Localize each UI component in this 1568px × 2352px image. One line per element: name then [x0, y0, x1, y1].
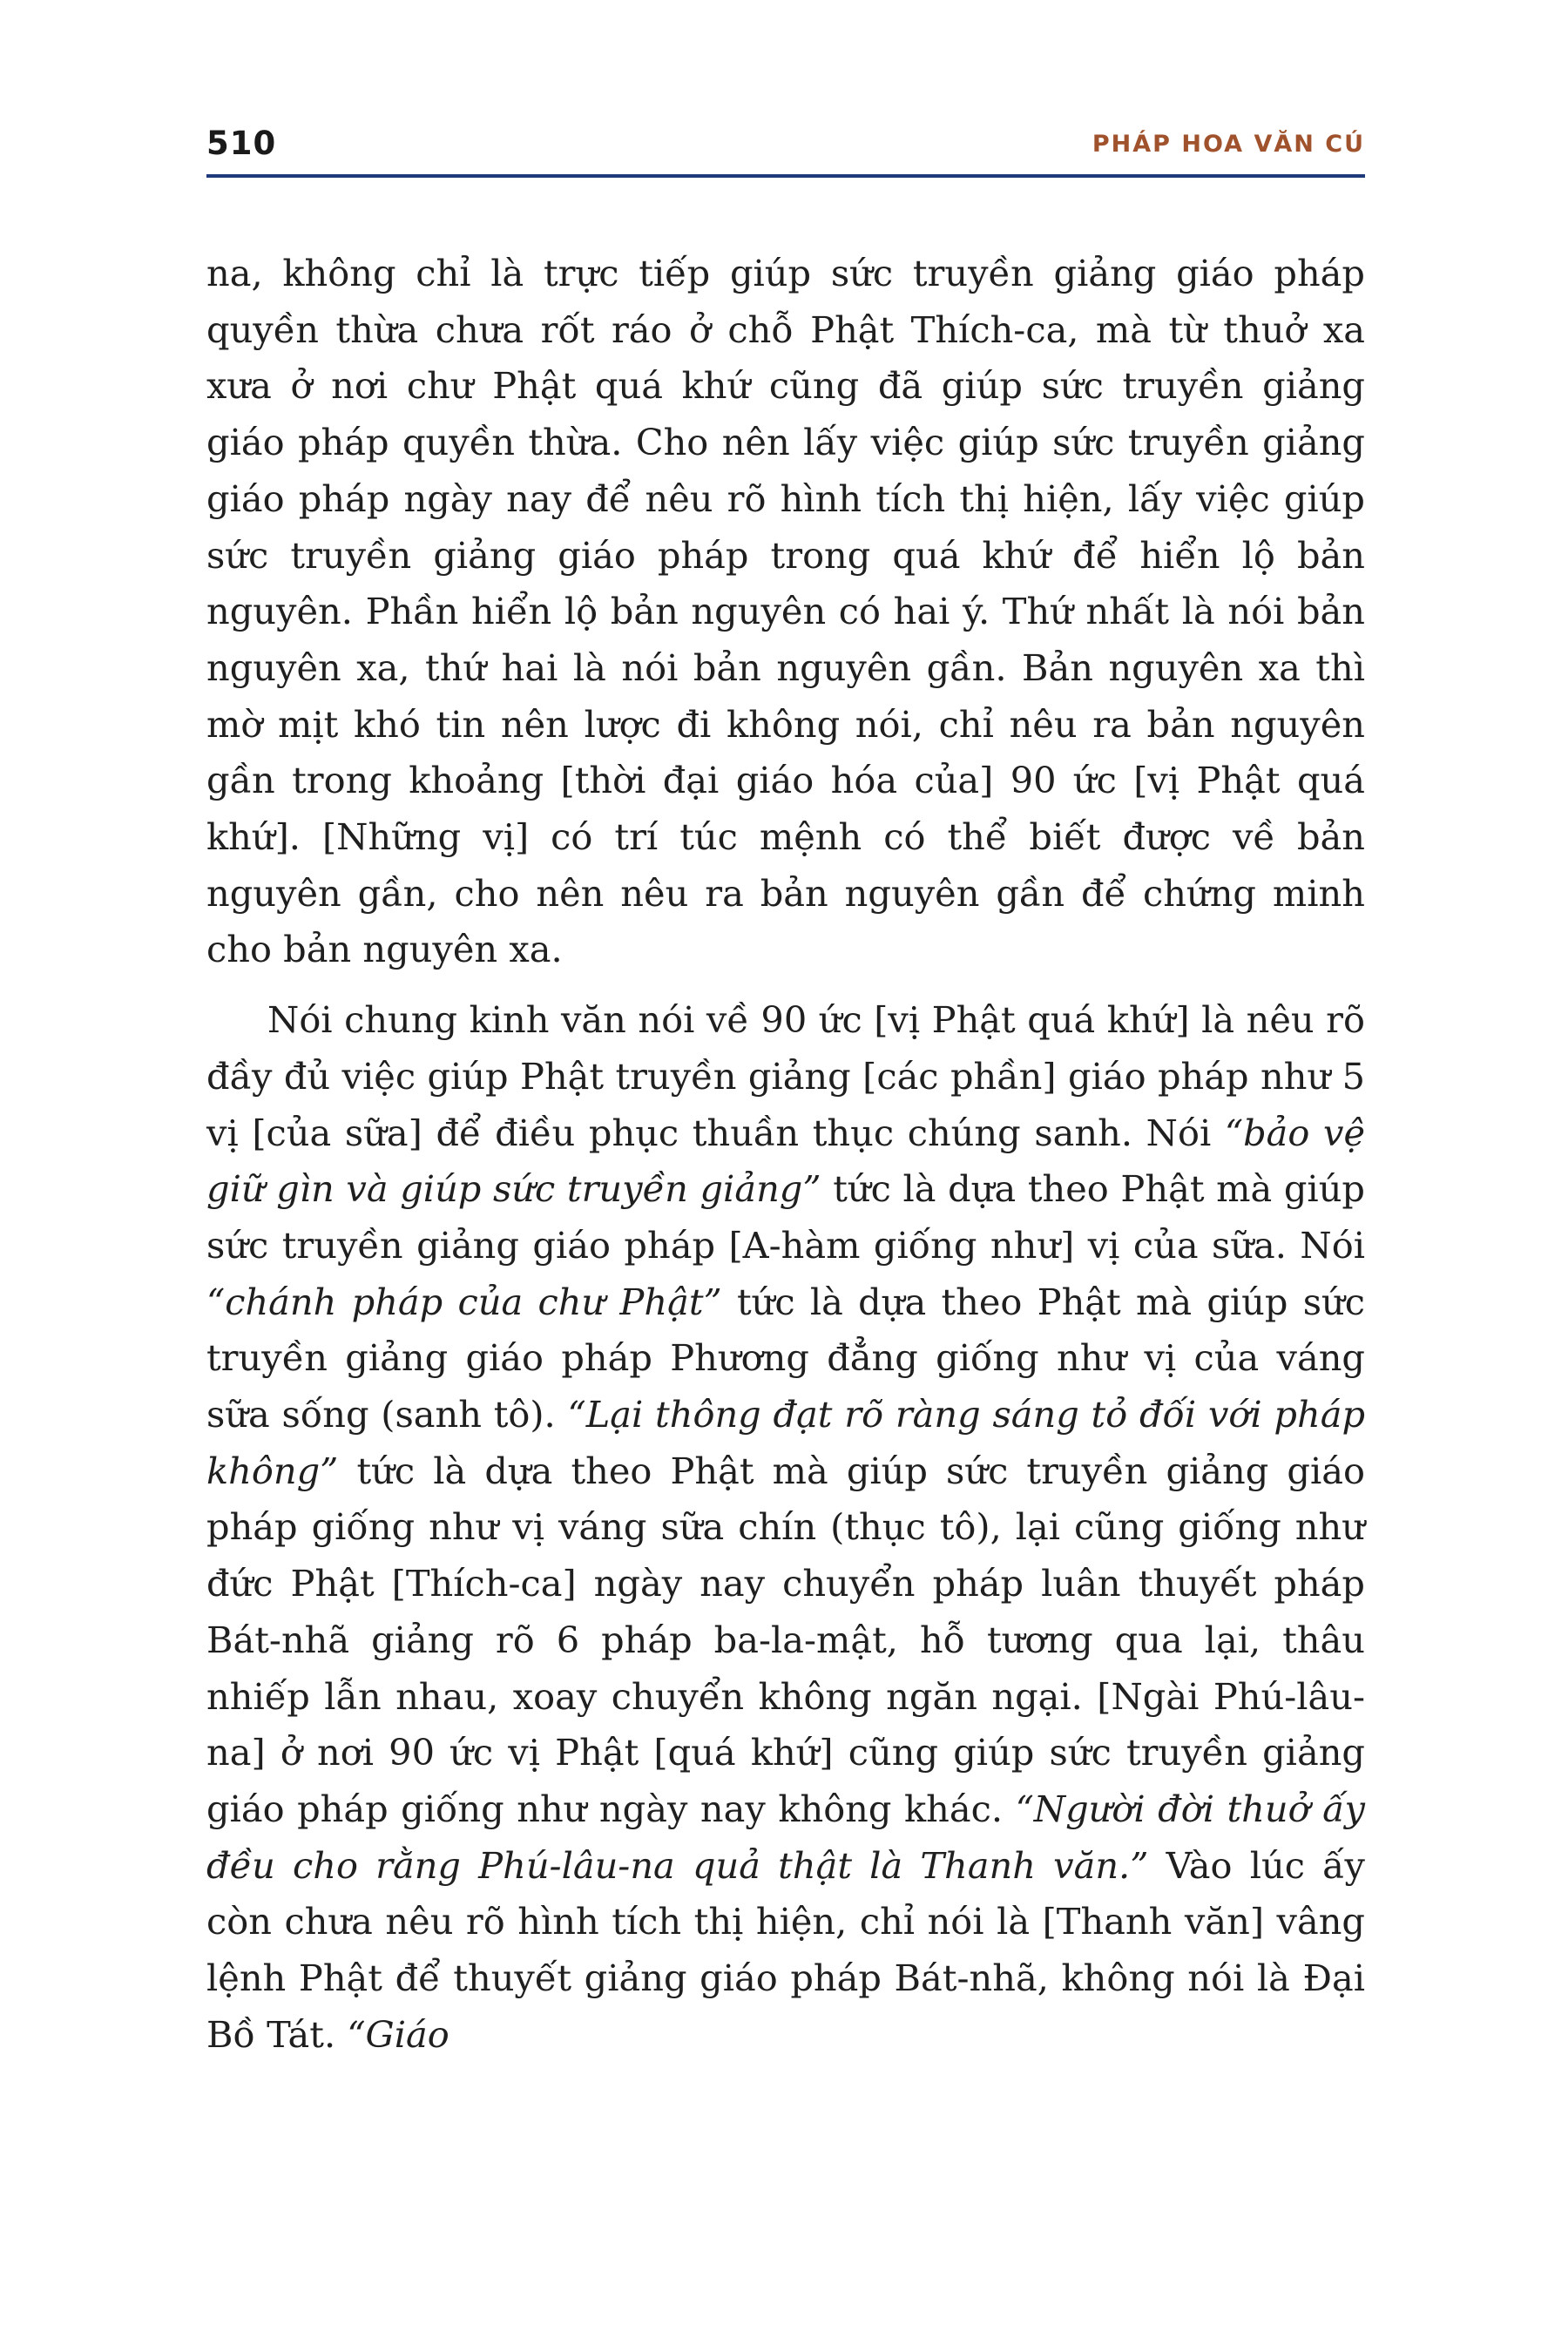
quote-nguoi-doi: “Người đời thuở ấy đều cho rằng Phú-lâu-na quả thật là Thanh văn.”: [206, 1787, 1365, 1887]
page-number: 510: [206, 125, 277, 162]
running-title: PHÁP HOA VĂN CÚ: [1092, 131, 1365, 158]
page-header: [206, 122, 1365, 176]
paragraph-1-text: na, không chỉ là trực tiếp giúp sức truyền giảng giáo pháp quyền thừa chưa rốt ráo ở chỗ Phật Thích-ca, mà từ thuở xa xưa ở nơi chư Phật quá khứ cũng đã giúp sức truyền giảng giáo pháp quyền thừa. Cho nên lấy việc giúp sức truyền giảng giáo pháp ngày nay để nêu rõ hình tích thị hiện, lấy việc giúp sức truyền giảng giáo pháp trong quá khứ để hiển lộ bản nguyên. Phần hiển lộ bản nguyên có hai ý. Thứ nhất là nói bản nguyên xa, thứ hai là nói bản nguyên gần. Bản nguyên xa thì mờ mịt khó tin nên lược đi không nói, chỉ nêu ra bản nguyên gần trong khoảng [thời đại giáo hóa của] 90 ức [vị Phật quá khứ]. [Những vị] có trí túc mệnh có thể biết được về bản nguyên gần, cho nên nêu ra bản nguyên gần để chứng minh cho bản nguyên xa.: [206, 252, 1365, 971]
header-rule: [206, 174, 1365, 178]
paragraph-1: [206, 246, 1365, 978]
quote-thong-dat: “Lại thông đạt rõ ràng sáng tỏ đối với pháp không”: [206, 1393, 1366, 1492]
paragraph-2: [206, 992, 1365, 2063]
body-text: [206, 246, 1365, 2064]
paragraph-2-text: tức là dựa theo Phật mà giúp sức truyền giảng giáo pháp Phương đẳng giống như vị của váng sữa sống (sanh tô).: [206, 1280, 1365, 1436]
paragraph-2-text: tức là dựa theo Phật mà giúp sức truyền giảng giáo pháp [A-hàm giống như] vị của sữa. Nói: [206, 1167, 1365, 1267]
paragraph-2-text: Nói chung kinh văn nói về 90 ức [vị Phật quá khứ] là nêu rõ đầy đủ việc giúp Phật truyền giảng [các phần] giáo pháp như 5 vị [của sữa] để điều phục thuần thục chúng sanh. Nói: [206, 998, 1365, 1154]
paragraph-2-text: tức là dựa theo Phật mà giúp sức truyền giảng giáo pháp giống như vị váng sữa chín (thục tô), lại cũng giống như đức Phật [Thích-ca] ngày nay chuyển pháp luân thuyết pháp Bát-nhã giảng rõ 6 pháp ba-la-mật, hỗ tương qua lại, thâu nhiếp lẫn nhau, xoay chuyển không ngăn ngại. [Ngài Phú-lâu-na] ở nơi 90 ức vị Phật [quá khứ] cũng giúp sức truyền giảng giáo pháp giống như ngày nay không khác.: [206, 1449, 1365, 1830]
quote-bao-ve: “bảo vệ giữ gìn và giúp sức truyền giảng”: [206, 1111, 1365, 1211]
paragraph-2-text: Vào lúc ấy còn chưa nêu rõ hình tích thị hiện, chỉ nói là [Thanh văn] vâng lệnh Phật để thuyết giảng giáo pháp Bát-nhã, không nói là Đại Bồ Tát.: [206, 1843, 1365, 2056]
quote-giao: “Giáo: [347, 2012, 449, 2056]
quote-chanh-phap: “chánh pháp của chư Phật”: [206, 1280, 722, 1323]
